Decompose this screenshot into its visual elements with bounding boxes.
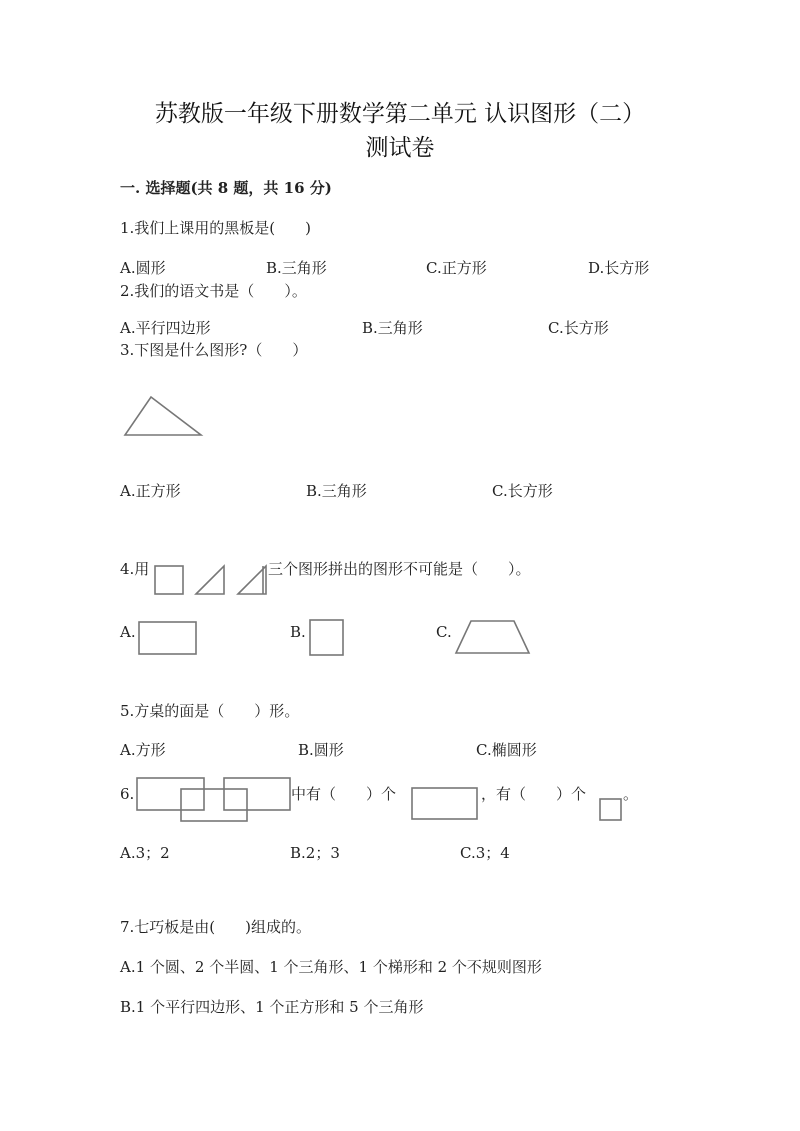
q6-rectangle-icon [410,786,480,822]
question-5-stem: 5.方桌的面是（ ）形。 [120,702,300,720]
q5-option-b[interactable]: B.圆形 [298,741,344,759]
q3-triangle-figure [120,392,210,442]
q7-option-a[interactable]: A.1 个圆、2 个半圆、1 个三角形、1 个梯形和 2 个不规则图形 [120,958,542,976]
q4-option-b-square-figure [307,617,347,659]
q1-option-d[interactable]: D.长方形 [588,259,650,277]
question-4-stem-suffix: 三个图形拼出的图形不可能是（ ）。 [268,560,531,578]
q4-option-c-label[interactable]: C. [436,623,452,641]
question-6-text-1: 中有（ ）个 [291,785,397,803]
q5-option-a[interactable]: A.方形 [120,741,166,759]
q5-option-c[interactable]: C.椭圆形 [476,741,537,759]
question-1-stem: 1.我们上课用的黑板是( ) [120,219,312,237]
q3-option-b[interactable]: B.三角形 [306,482,367,500]
q3-option-a[interactable]: A.正方形 [120,482,181,500]
q6-square-icon [598,797,624,823]
q3-option-c[interactable]: C.长方形 [492,482,553,500]
q2-option-c[interactable]: C.长方形 [548,319,609,337]
q6-option-c[interactable]: C.3；4 [460,844,510,862]
section-heading: 一. 选择题(共 8 题，共 16 分) [120,179,332,197]
q1-option-a[interactable]: A.圆形 [120,259,166,277]
question-7-stem: 7.七巧板是由( )组成的。 [120,918,312,936]
question-3-stem: 3.下图是什么图形?（ ） [120,341,308,359]
page-subtitle: 测试卷 [365,135,435,161]
q4-option-b-label[interactable]: B. [290,623,306,641]
q6-option-a[interactable]: A.3；2 [120,844,170,862]
page-title: 苏教版一年级下册数学第二单元 认识图形（二） [154,101,646,127]
question-6-text-3: 。 [623,785,639,803]
question-6-text-2: ，有（ ）个 [481,785,587,803]
q1-option-c[interactable]: C.正方形 [426,259,487,277]
q2-option-a[interactable]: A.平行四边形 [120,319,211,337]
question-6-number: 6. [120,785,135,803]
question-2-stem: 2.我们的语文书是（ ）。 [120,282,307,300]
q6-overlapping-rectangles-figure [135,776,295,824]
q1-option-b[interactable]: B.三角形 [266,259,327,277]
q4-option-c-trapezoid-figure [453,618,533,658]
q7-option-b[interactable]: B.1 个平行四边形、1 个正方形和 5 个三角形 [120,998,424,1016]
q4-option-a-label[interactable]: A. [120,623,136,641]
q6-option-b[interactable]: B.2；3 [290,844,340,862]
q2-option-b[interactable]: B.三角形 [362,319,423,337]
q4-three-shapes-figure [152,563,272,599]
question-4-stem-prefix: 4.用 [120,560,150,578]
q4-option-a-rectangle-figure [136,619,200,659]
